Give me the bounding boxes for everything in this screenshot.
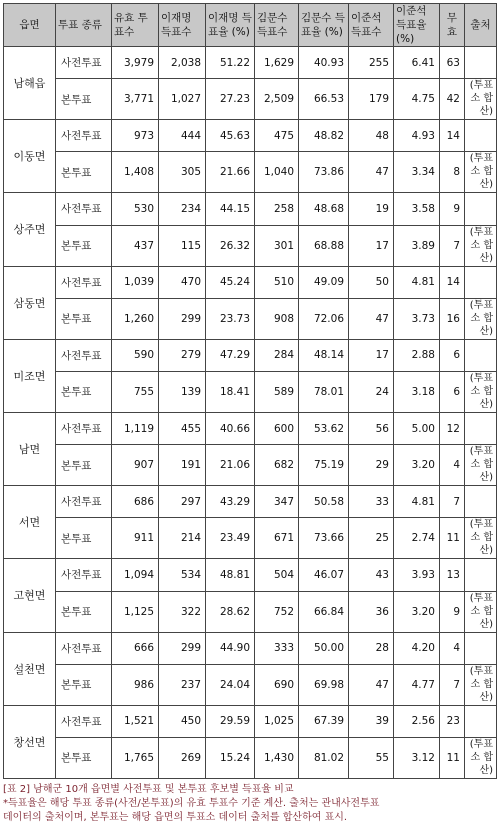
vote-type-cell: 사전투표 [56, 266, 112, 298]
vote-type-cell: 본투표 [56, 664, 112, 705]
kim-pct-cell: 69.98 [299, 664, 349, 705]
kim-pct-cell: 49.09 [299, 266, 349, 298]
vote-type-cell: 본투표 [56, 79, 112, 120]
source-cell [465, 120, 497, 152]
kim-pct-cell: 78.01 [299, 371, 349, 412]
source-cell: (투표소 합산) [465, 371, 497, 412]
lee-cell: 214 [159, 518, 206, 559]
source-cell: (투표소 합산) [465, 79, 497, 120]
header-cell: 읍면 [4, 4, 56, 47]
kim-pct-cell: 50.58 [299, 486, 349, 518]
vote-type-cell: 사전투표 [56, 412, 112, 444]
kim-pct-cell: 48.14 [299, 339, 349, 371]
junseok-cell: 47 [349, 664, 394, 705]
kim-cell: 2,509 [255, 79, 299, 120]
source-cell [465, 486, 497, 518]
header-cell: 이준석 득표율 (%) [394, 4, 440, 47]
vote-type-cell: 본투표 [56, 445, 112, 486]
table-row [4, 152, 497, 193]
lee-pct-cell: 40.66 [206, 412, 255, 444]
valid-cell: 530 [112, 193, 159, 225]
lee-cell: 450 [159, 705, 206, 737]
junseok-pct-cell: 3.34 [394, 152, 440, 193]
kim-cell: 1,040 [255, 152, 299, 193]
vote-type-cell: 사전투표 [56, 120, 112, 152]
junseok-cell: 19 [349, 193, 394, 225]
vote-type-cell: 사전투표 [56, 193, 112, 225]
junseok-pct-cell: 3.93 [394, 559, 440, 591]
region-name-cell: 남면 [4, 412, 56, 485]
invalid-cell: 11 [440, 737, 465, 778]
valid-cell: 3,771 [112, 79, 159, 120]
source-cell [465, 705, 497, 737]
kim-cell: 1,629 [255, 47, 299, 79]
vote-type-cell: 본투표 [56, 298, 112, 339]
region-name-cell: 서면 [4, 486, 56, 559]
kim-pct-cell: 46.07 [299, 559, 349, 591]
table-row [4, 445, 497, 486]
junseok-cell: 255 [349, 47, 394, 79]
junseok-cell: 47 [349, 298, 394, 339]
table-row [4, 705, 497, 737]
table-row [4, 120, 497, 152]
caption-note: *득표율은 해당 투표 종류(사전/본투표)의 유효 투표수 기준 계산. 출처는 관내사전투표 [3, 797, 380, 809]
invalid-cell: 23 [440, 705, 465, 737]
lee-pct-cell: 45.24 [206, 266, 255, 298]
invalid-cell: 11 [440, 518, 465, 559]
source-cell [465, 193, 497, 225]
table-row [4, 559, 497, 591]
invalid-cell: 7 [440, 664, 465, 705]
junseok-pct-cell: 2.56 [394, 705, 440, 737]
table-row [4, 518, 497, 559]
lee-pct-cell: 23.49 [206, 518, 255, 559]
region-name-cell: 고현면 [4, 559, 56, 632]
junseok-cell: 56 [349, 412, 394, 444]
region-name-cell: 상주면 [4, 193, 56, 266]
vote-type-cell: 사전투표 [56, 559, 112, 591]
source-cell [465, 47, 497, 79]
header-cell: 출처 [465, 4, 497, 47]
region-name-cell: 삼동면 [4, 266, 56, 339]
kim-cell: 1,430 [255, 737, 299, 778]
table-row [4, 591, 497, 632]
table-row [4, 486, 497, 518]
header-cell: 이준석 득표수 [349, 4, 394, 47]
invalid-cell: 13 [440, 559, 465, 591]
table-row [4, 193, 497, 225]
table-row [4, 79, 497, 120]
lee-pct-cell: 45.63 [206, 120, 255, 152]
kim-pct-cell: 81.02 [299, 737, 349, 778]
junseok-pct-cell: 3.89 [394, 225, 440, 266]
valid-cell: 1,260 [112, 298, 159, 339]
junseok-cell: 39 [349, 705, 394, 737]
kim-pct-cell: 48.82 [299, 120, 349, 152]
junseok-pct-cell: 4.81 [394, 486, 440, 518]
lee-pct-cell: 21.06 [206, 445, 255, 486]
invalid-cell: 6 [440, 339, 465, 371]
junseok-cell: 28 [349, 632, 394, 664]
invalid-cell: 63 [440, 47, 465, 79]
table-caption [3, 783, 496, 825]
lee-cell: 299 [159, 298, 206, 339]
vote-type-cell: 본투표 [56, 518, 112, 559]
region-name-cell: 창선면 [4, 705, 56, 778]
source-cell [465, 559, 497, 591]
header-row [4, 4, 497, 47]
kim-cell: 333 [255, 632, 299, 664]
kim-pct-cell: 40.93 [299, 47, 349, 79]
source-cell [465, 632, 497, 664]
kim-cell: 682 [255, 445, 299, 486]
invalid-cell: 14 [440, 120, 465, 152]
kim-cell: 589 [255, 371, 299, 412]
invalid-cell: 8 [440, 152, 465, 193]
kim-pct-cell: 50.00 [299, 632, 349, 664]
valid-cell: 911 [112, 518, 159, 559]
source-cell: (투표소 합산) [465, 664, 497, 705]
source-cell: (투표소 합산) [465, 225, 497, 266]
table-row [4, 632, 497, 664]
lee-cell: 455 [159, 412, 206, 444]
header-cell: 김문수 득표수 [255, 4, 299, 47]
junseok-cell: 43 [349, 559, 394, 591]
lee-pct-cell: 27.23 [206, 79, 255, 120]
lee-pct-cell: 24.04 [206, 664, 255, 705]
invalid-cell: 9 [440, 193, 465, 225]
junseok-cell: 48 [349, 120, 394, 152]
lee-pct-cell: 48.81 [206, 559, 255, 591]
junseok-cell: 24 [349, 371, 394, 412]
header-cell: 유효 투표수 [112, 4, 159, 47]
junseok-pct-cell: 5.00 [394, 412, 440, 444]
lee-cell: 115 [159, 225, 206, 266]
valid-cell: 686 [112, 486, 159, 518]
junseok-pct-cell: 4.77 [394, 664, 440, 705]
vote-type-cell: 사전투표 [56, 486, 112, 518]
lee-pct-cell: 21.66 [206, 152, 255, 193]
valid-cell: 666 [112, 632, 159, 664]
region-name-cell: 설천면 [4, 632, 56, 705]
kim-pct-cell: 75.19 [299, 445, 349, 486]
invalid-cell: 4 [440, 445, 465, 486]
kim-cell: 1,025 [255, 705, 299, 737]
valid-cell: 1,765 [112, 737, 159, 778]
kim-cell: 752 [255, 591, 299, 632]
valid-cell: 1,094 [112, 559, 159, 591]
source-cell: (투표소 합산) [465, 152, 497, 193]
junseok-cell: 33 [349, 486, 394, 518]
results-table [3, 3, 497, 779]
header-cell: 이재명 득표율 (%) [206, 4, 255, 47]
lee-pct-cell: 15.24 [206, 737, 255, 778]
invalid-cell: 12 [440, 412, 465, 444]
junseok-cell: 50 [349, 266, 394, 298]
header-cell: 투표 종류 [56, 4, 112, 47]
lee-pct-cell: 44.90 [206, 632, 255, 664]
kim-cell: 690 [255, 664, 299, 705]
header-cell: 무효 [440, 4, 465, 47]
invalid-cell: 7 [440, 225, 465, 266]
table-row [4, 371, 497, 412]
valid-cell: 1,125 [112, 591, 159, 632]
table-body [4, 47, 497, 779]
lee-cell: 279 [159, 339, 206, 371]
lee-cell: 1,027 [159, 79, 206, 120]
lee-pct-cell: 47.29 [206, 339, 255, 371]
kim-cell: 908 [255, 298, 299, 339]
source-cell: (투표소 합산) [465, 591, 497, 632]
junseok-cell: 55 [349, 737, 394, 778]
invalid-cell: 6 [440, 371, 465, 412]
source-cell: (투표소 합산) [465, 737, 497, 778]
valid-cell: 1,408 [112, 152, 159, 193]
region-name-cell: 미조면 [4, 339, 56, 412]
caption-title: [표 2] 남해군 10개 읍면별 사전투표 및 본투표 후보별 득표율 비교 [3, 783, 294, 795]
table-row [4, 298, 497, 339]
invalid-cell: 9 [440, 591, 465, 632]
header-cell: 이재명 득표수 [159, 4, 206, 47]
lee-pct-cell: 43.29 [206, 486, 255, 518]
valid-cell: 755 [112, 371, 159, 412]
lee-cell: 237 [159, 664, 206, 705]
junseok-pct-cell: 3.18 [394, 371, 440, 412]
table-row [4, 266, 497, 298]
kim-cell: 600 [255, 412, 299, 444]
table-row [4, 47, 497, 79]
vote-type-cell: 본투표 [56, 737, 112, 778]
source-cell [465, 339, 497, 371]
junseok-pct-cell: 2.74 [394, 518, 440, 559]
kim-pct-cell: 68.88 [299, 225, 349, 266]
lee-pct-cell: 26.32 [206, 225, 255, 266]
lee-cell: 234 [159, 193, 206, 225]
vote-type-cell: 사전투표 [56, 339, 112, 371]
document-page [3, 3, 496, 825]
valid-cell: 1,119 [112, 412, 159, 444]
junseok-pct-cell: 2.88 [394, 339, 440, 371]
valid-cell: 590 [112, 339, 159, 371]
junseok-pct-cell: 4.75 [394, 79, 440, 120]
valid-cell: 973 [112, 120, 159, 152]
lee-cell: 444 [159, 120, 206, 152]
valid-cell: 907 [112, 445, 159, 486]
junseok-cell: 25 [349, 518, 394, 559]
valid-cell: 1,521 [112, 705, 159, 737]
lee-pct-cell: 18.41 [206, 371, 255, 412]
vote-type-cell: 본투표 [56, 225, 112, 266]
kim-cell: 510 [255, 266, 299, 298]
junseok-cell: 47 [349, 152, 394, 193]
kim-cell: 671 [255, 518, 299, 559]
junseok-cell: 179 [349, 79, 394, 120]
vote-type-cell: 사전투표 [56, 705, 112, 737]
lee-cell: 322 [159, 591, 206, 632]
invalid-cell: 16 [440, 298, 465, 339]
junseok-pct-cell: 4.93 [394, 120, 440, 152]
junseok-pct-cell: 3.20 [394, 445, 440, 486]
source-cell: (투표소 합산) [465, 445, 497, 486]
valid-cell: 1,039 [112, 266, 159, 298]
lee-pct-cell: 28.62 [206, 591, 255, 632]
kim-cell: 475 [255, 120, 299, 152]
region-name-cell: 남해읍 [4, 47, 56, 120]
invalid-cell: 7 [440, 486, 465, 518]
region-name-cell: 이동면 [4, 120, 56, 193]
table-row [4, 737, 497, 778]
lee-pct-cell: 44.15 [206, 193, 255, 225]
junseok-cell: 36 [349, 591, 394, 632]
source-cell: (투표소 합산) [465, 298, 497, 339]
kim-cell: 258 [255, 193, 299, 225]
kim-pct-cell: 48.68 [299, 193, 349, 225]
lee-pct-cell: 51.22 [206, 47, 255, 79]
kim-cell: 301 [255, 225, 299, 266]
source-cell [465, 412, 497, 444]
junseok-pct-cell: 6.41 [394, 47, 440, 79]
source-cell: (투표소 합산) [465, 518, 497, 559]
valid-cell: 437 [112, 225, 159, 266]
junseok-pct-cell: 3.12 [394, 737, 440, 778]
table-row [4, 225, 497, 266]
table-row [4, 339, 497, 371]
lee-cell: 534 [159, 559, 206, 591]
junseok-cell: 29 [349, 445, 394, 486]
table-row [4, 664, 497, 705]
invalid-cell: 42 [440, 79, 465, 120]
valid-cell: 986 [112, 664, 159, 705]
kim-pct-cell: 73.86 [299, 152, 349, 193]
kim-cell: 347 [255, 486, 299, 518]
invalid-cell: 4 [440, 632, 465, 664]
vote-type-cell: 사전투표 [56, 47, 112, 79]
invalid-cell: 14 [440, 266, 465, 298]
vote-type-cell: 사전투표 [56, 632, 112, 664]
lee-cell: 297 [159, 486, 206, 518]
table-row [4, 412, 497, 444]
vote-type-cell: 본투표 [56, 591, 112, 632]
lee-cell: 470 [159, 266, 206, 298]
caption-note: 데이터의 출처이며, 본투표는 해당 읍면의 투표소 데이터 출처를 합산하여 표시. [3, 811, 348, 823]
kim-pct-cell: 72.06 [299, 298, 349, 339]
lee-cell: 139 [159, 371, 206, 412]
junseok-cell: 17 [349, 225, 394, 266]
kim-pct-cell: 53.62 [299, 412, 349, 444]
junseok-pct-cell: 3.20 [394, 591, 440, 632]
kim-cell: 284 [255, 339, 299, 371]
kim-pct-cell: 67.39 [299, 705, 349, 737]
junseok-pct-cell: 3.58 [394, 193, 440, 225]
vote-type-cell: 본투표 [56, 371, 112, 412]
header-cell: 김문수 득표율 (%) [299, 4, 349, 47]
junseok-pct-cell: 3.73 [394, 298, 440, 339]
source-cell [465, 266, 497, 298]
junseok-pct-cell: 4.81 [394, 266, 440, 298]
kim-pct-cell: 66.53 [299, 79, 349, 120]
vote-type-cell: 본투표 [56, 152, 112, 193]
lee-cell: 305 [159, 152, 206, 193]
lee-cell: 269 [159, 737, 206, 778]
lee-pct-cell: 29.59 [206, 705, 255, 737]
kim-pct-cell: 73.66 [299, 518, 349, 559]
kim-cell: 504 [255, 559, 299, 591]
junseok-pct-cell: 4.20 [394, 632, 440, 664]
lee-cell: 191 [159, 445, 206, 486]
junseok-cell: 17 [349, 339, 394, 371]
lee-cell: 2,038 [159, 47, 206, 79]
valid-cell: 3,979 [112, 47, 159, 79]
lee-pct-cell: 23.73 [206, 298, 255, 339]
lee-cell: 299 [159, 632, 206, 664]
kim-pct-cell: 66.84 [299, 591, 349, 632]
